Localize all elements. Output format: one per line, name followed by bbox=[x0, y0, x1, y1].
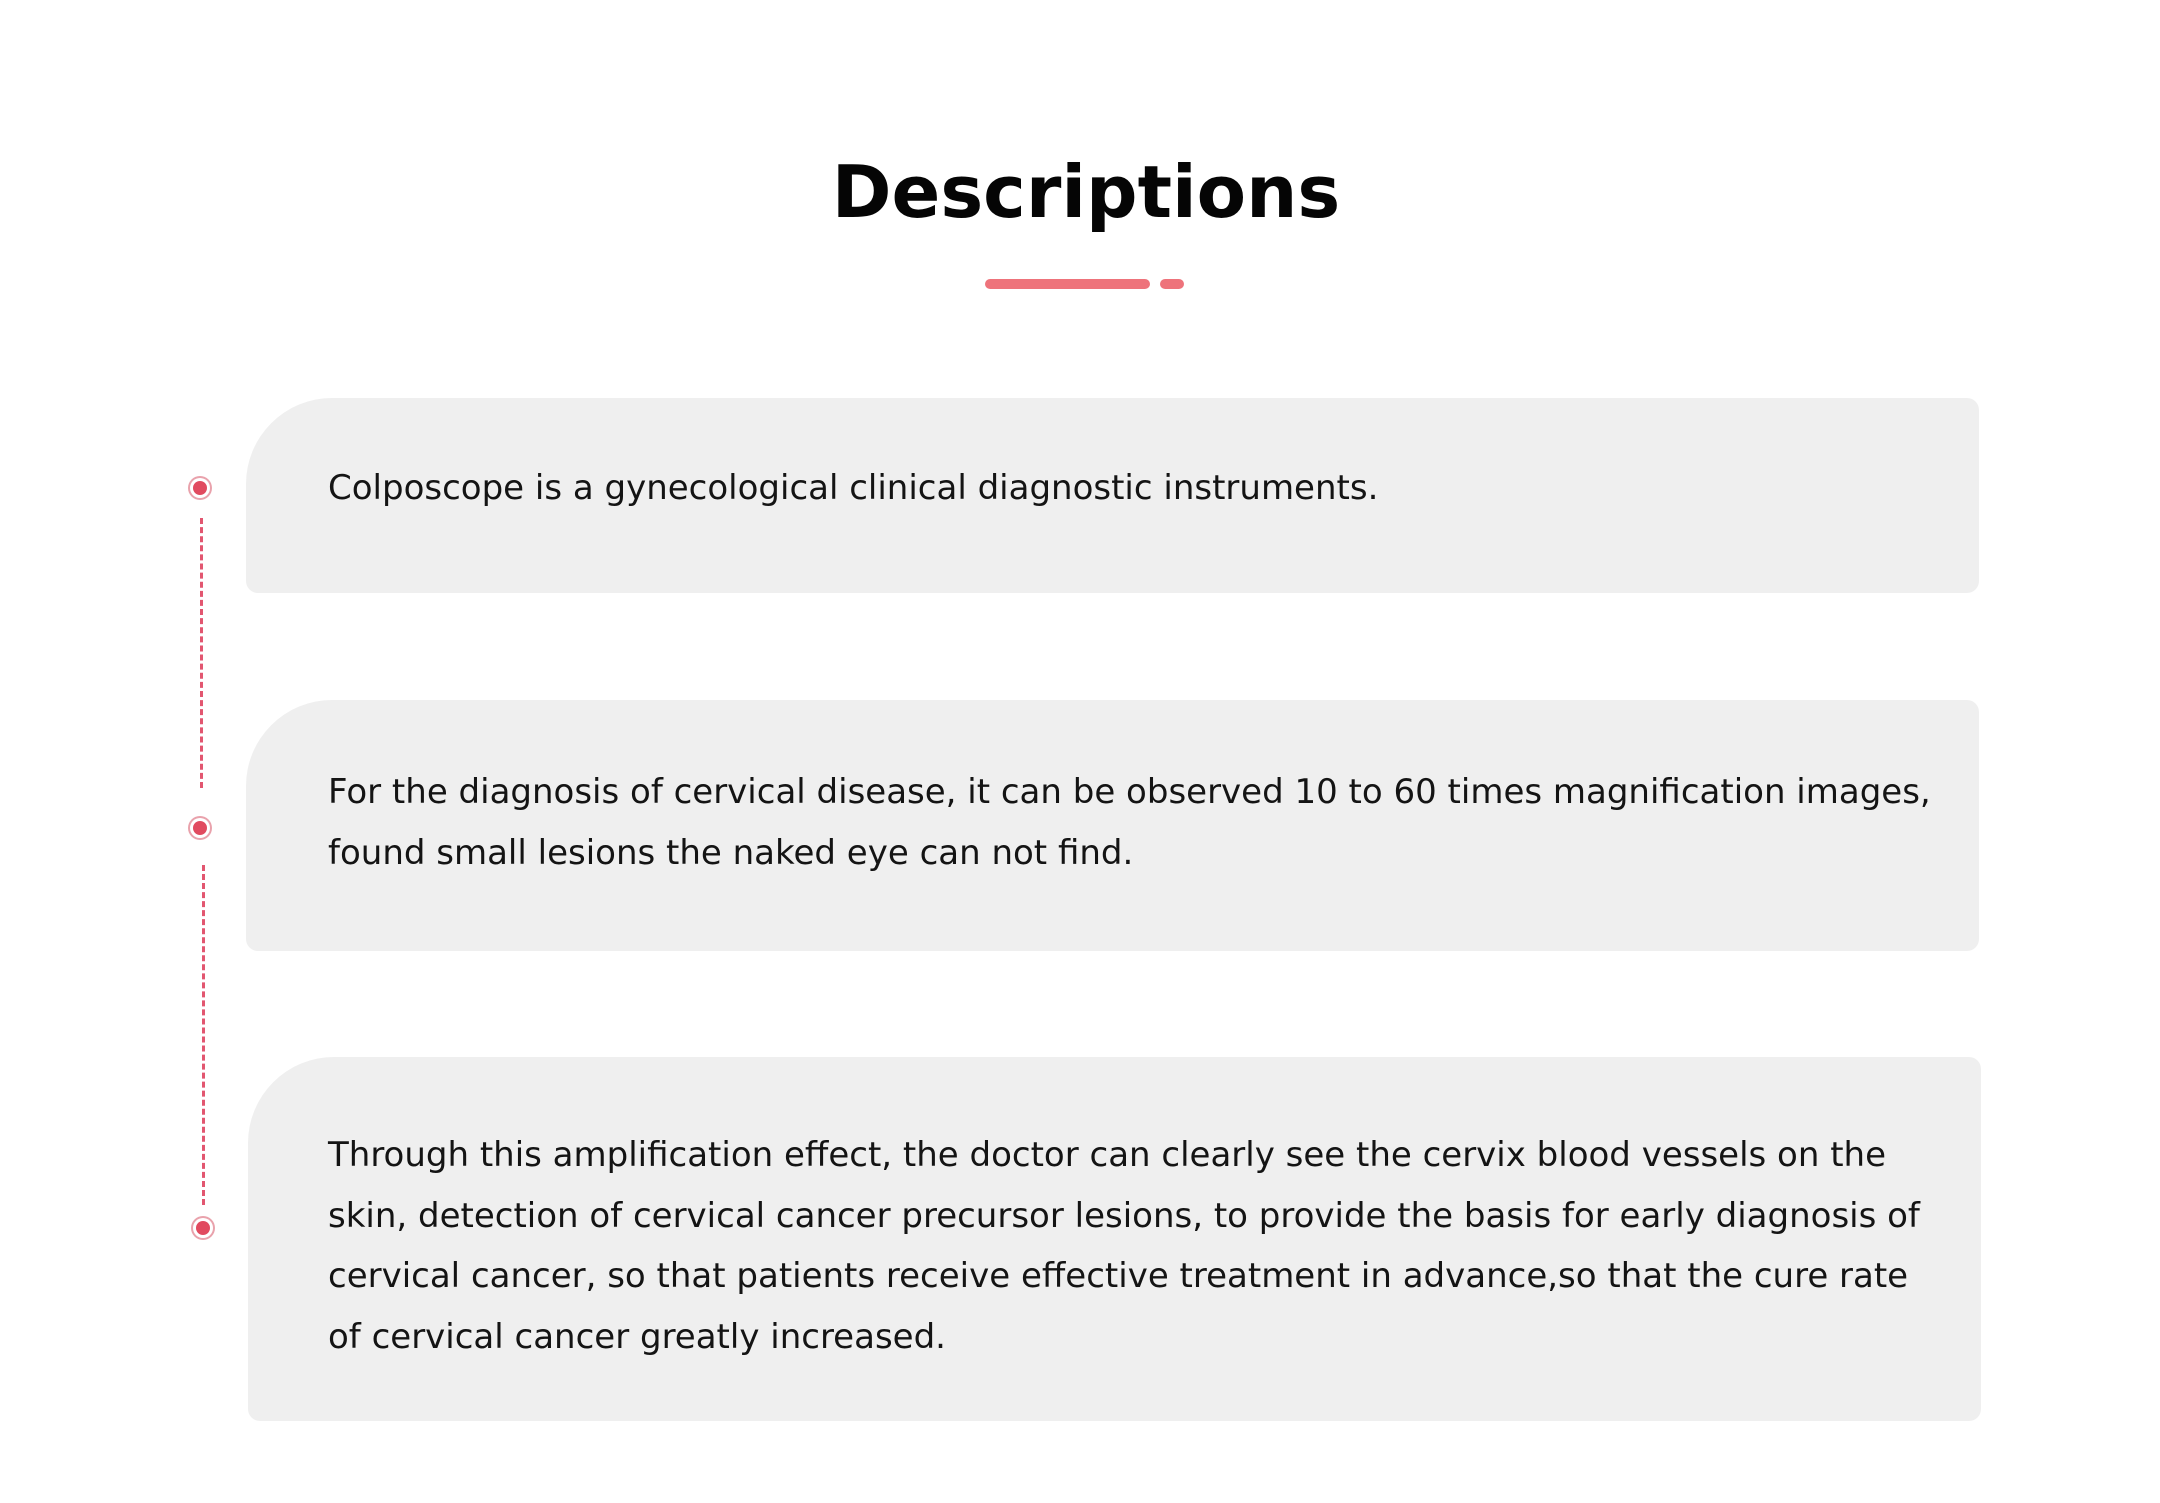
description-text: For the diagnosis of cervical disease, it can be observed 10 to 60 times magnification images, found small lesions the naked eye can not find. bbox=[328, 772, 1931, 873]
timeline-connector bbox=[202, 865, 205, 1205]
timeline-dot-icon bbox=[196, 1221, 210, 1235]
timeline-dot-icon bbox=[193, 481, 207, 495]
description-text: Through this amplification effect, the doctor can clearly see the cervix blood vessels on the skin, detection of cervical cancer precursor lesions, to provide the basis for early diagnosis of cervical cancer, so that patients receive effective treatment in advance,so that the cure rate of cervical cancer greatly increased. bbox=[328, 1135, 1920, 1357]
description-card bbox=[246, 700, 1979, 951]
section-title: Descriptions bbox=[831, 150, 1341, 234]
timeline-connector bbox=[200, 518, 203, 788]
title-underline-short bbox=[1160, 279, 1184, 289]
description-text: Colposcope is a gynecological clinical diagnostic instruments. bbox=[328, 468, 1379, 508]
title-underline-long bbox=[985, 279, 1150, 289]
timeline-dot-icon bbox=[193, 821, 207, 835]
description-card bbox=[248, 1057, 1981, 1421]
description-card bbox=[246, 398, 1979, 593]
